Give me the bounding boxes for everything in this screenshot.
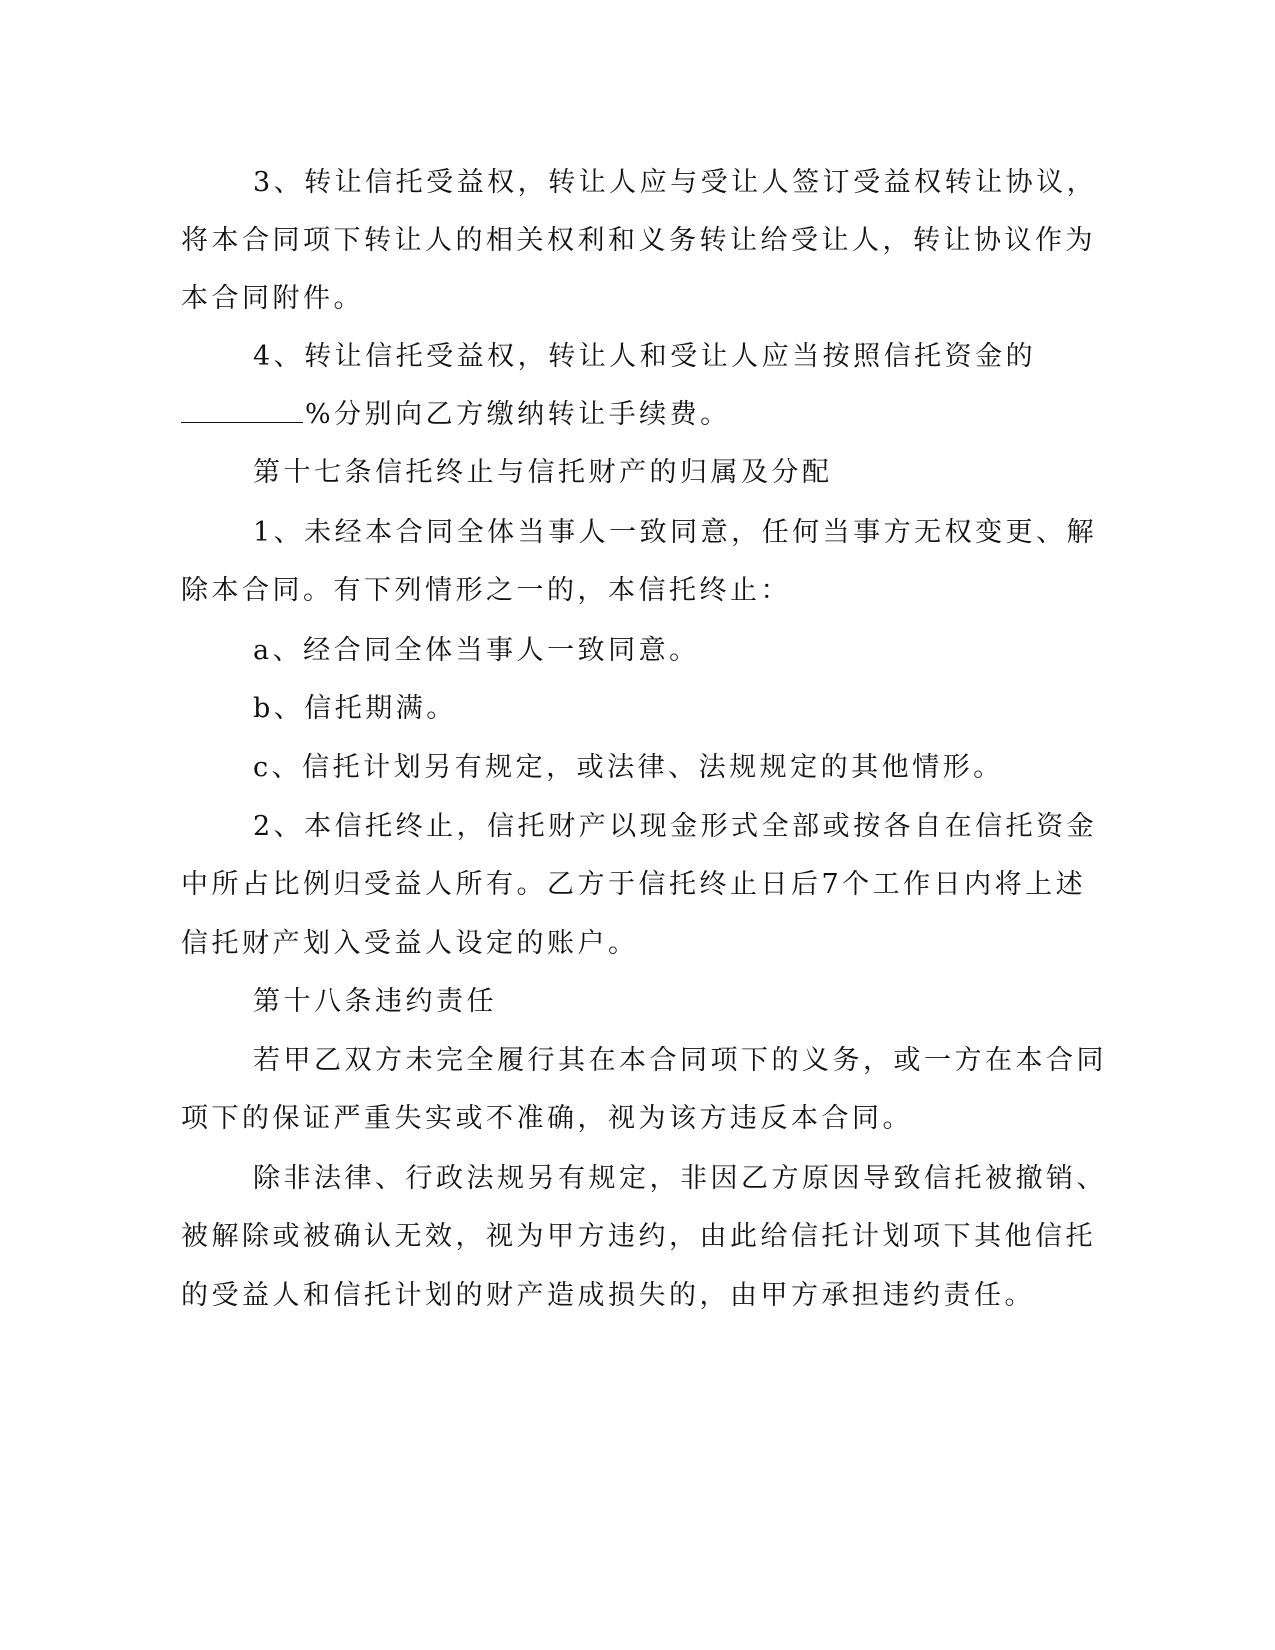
paragraph-line: 3、转让信托受益权，转让人应与受让人签订受益权转让协议，	[253, 167, 1098, 198]
list-item: c、信托计划另有规定，或法律、法规规定的其他情形。	[253, 752, 1004, 783]
paragraph-line: 除非法律、行政法规另有规定，非因乙方原因导致信托被撤销、	[253, 1163, 1107, 1194]
paragraph-line: 项下的保证严重失实或不准确，视为该方违反本合同。	[181, 1103, 913, 1134]
section-heading: 第十七条信托终止与信托财产的归属及分配	[253, 457, 833, 488]
list-item: b、信托期满。	[253, 693, 457, 724]
section-heading: 第十八条违约责任	[253, 986, 497, 1017]
list-item: a、经合同全体当事人一致同意。	[253, 635, 700, 666]
paragraph-line: 1、未经本合同全体当事人一致同意，任何当事方无权变更、解	[253, 517, 1098, 548]
paragraph-line: 中所占比例归受益人所有。乙方于信托终止日后7个工作日内将上述	[181, 869, 1087, 900]
paragraph-line: 若甲乙双方未完全履行其在本合同项下的义务，或一方在本合同	[253, 1045, 1107, 1076]
paragraph-line: 本合同附件。	[181, 283, 364, 314]
paragraph-line: 被解除或被确认无效，视为甲方违约，由此给信托计划项下其他信托	[181, 1221, 1096, 1252]
paragraph-line: 4、转让信托受益权，转让人和受让人应当按照信托资金的	[253, 341, 1037, 372]
paragraph-line: 除本合同。有下列情形之一的，本信托终止：	[181, 575, 791, 606]
fill-in-blank	[181, 395, 303, 423]
blank-suffix-text: %分别向乙方缴纳转让手续费。	[305, 399, 731, 430]
paragraph-line: 的受益人和信托计划的财产造成损失的，由甲方承担违约责任。	[181, 1280, 1035, 1311]
paragraph-line: 信托财产划入受益人设定的账户。	[181, 928, 639, 959]
paragraph-line: 2、本信托终止，信托财产以现金形式全部或按各自在信托资金	[253, 811, 1098, 842]
paragraph-line-with-blank	[181, 395, 1061, 435]
paragraph-line: 将本合同项下转让人的相关权利和义务转让给受让人，转让协议作为	[181, 225, 1096, 256]
